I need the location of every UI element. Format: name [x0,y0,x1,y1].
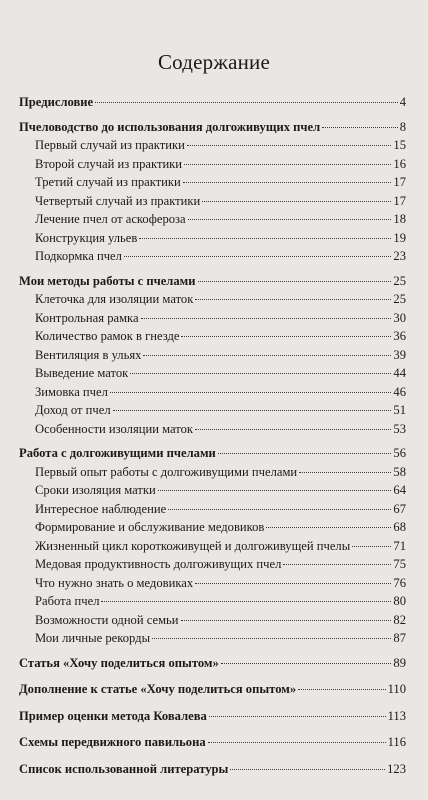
toc-entry-title: Пчеловодство до использования долгоживущих пчел [19,119,321,134]
dot-leader [95,102,398,103]
toc-page-number: 4 [399,95,406,109]
toc-subsection-entry [19,136,406,155]
toc-entry-title: Лечение пчел от аскофероза [35,212,186,226]
toc-page-number: 71 [393,538,406,553]
toc-subsection-entry [19,192,406,211]
dot-leader [152,638,391,639]
toc-entry-title: Подкормка пчел [35,249,122,263]
toc-page-number: 36 [393,329,406,343]
section-spacer [19,725,406,733]
dot-leader [208,742,386,743]
toc-subsection-entry [19,155,406,174]
toc-entry-title: Вентиляция в ульях [35,347,142,362]
dot-leader [283,564,391,565]
toc-entry-title: Пример оценки метода Ковалева [19,708,207,723]
toc-entry-title: Количество рамок в гнезде [35,329,180,343]
dot-leader [195,429,391,430]
toc-entry-title: Особенности изоляции маток [35,421,193,436]
toc-section-entry [19,760,406,779]
dot-leader [110,392,392,393]
toc-page-number: 30 [393,310,406,325]
toc-entry-title: Медовая продуктивность долгоживущих пчел [35,557,282,571]
toc-entry-title: Контрольная рамка [35,310,139,325]
toc-page-number: 64 [393,483,406,497]
toc-entry-title: Клеточка для изоляции маток [35,292,194,306]
toc-subsection-entry [19,229,406,248]
dot-leader [230,769,385,770]
toc-page-number: 51 [393,403,406,417]
toc-entry-title: Конструкция ульев [35,230,138,245]
toc-subsection-entry [19,463,406,482]
toc-entry-title: Зимовка пчел [35,384,108,399]
toc-page-number: 18 [393,212,406,226]
dot-leader [187,145,392,146]
section-spacer [19,699,406,707]
toc-subsection-entry [19,383,406,402]
dot-leader [168,509,391,510]
toc-page-number: 23 [393,249,406,263]
table-of-contents [19,93,406,778]
dot-leader [266,527,391,528]
toc-page-number: 25 [393,292,406,306]
toc-entry-title: Первый опыт работы с долгоживущими пчелами [35,464,298,479]
toc-page-number: 39 [393,347,406,362]
toc-entry-title: Предисловие [19,95,94,109]
toc-subsection-entry [19,518,406,537]
dot-leader [130,373,391,374]
toc-subsection-entry [19,327,406,346]
toc-section-entry [19,707,406,726]
toc-page-number: 80 [393,594,406,608]
dot-leader [195,299,391,300]
toc-page-number: 25 [393,273,406,288]
dot-leader [299,472,391,473]
toc-subsection-entry [19,500,406,519]
dot-leader [101,601,391,602]
toc-subsection-entry [19,481,406,500]
toc-subsection-entry [19,537,406,556]
toc-page-number: 67 [393,501,406,516]
dot-leader [113,410,392,411]
dot-leader [202,201,391,202]
toc-entry-title: Мои методы работы с пчелами [19,273,196,288]
toc-entry-title: Жизненный цикл короткоживущей и долгоживущей пчелы [35,538,351,553]
dot-leader [183,182,392,183]
toc-entry-title: Формирование и обслуживание медовиков [35,520,265,534]
toc-entry-title: Сроки изоляция матки [35,483,156,497]
toc-entry-title: Третий случай из практики [35,175,181,189]
dot-leader [181,620,392,621]
toc-page-number: 123 [387,761,406,776]
toc-subsection-entry [19,592,406,611]
dot-leader [124,256,392,257]
toc-subsection-entry [19,611,406,630]
toc-page-number: 53 [393,421,406,436]
toc-section-entry [19,118,406,137]
page-title: Содержание [157,50,271,74]
toc-page-number: 46 [393,384,406,399]
toc-page-number: 17 [393,175,406,189]
toc-subsection-entry [19,420,406,439]
dot-leader [198,281,392,282]
toc-page-number: 44 [393,366,406,380]
dot-leader [184,164,391,165]
toc-page-number: 113 [387,708,406,723]
toc-page-number: 58 [393,464,406,479]
section-spacer [19,672,406,680]
toc-entry-title: Доход от пчел [35,403,111,417]
toc-section-entry [19,272,406,291]
toc-entry-title: Что нужно знать о медовиках [35,575,194,590]
dot-leader [195,583,391,584]
dot-leader [181,336,391,337]
toc-subsection-entry [19,210,406,229]
toc-page-number: 68 [393,520,406,534]
toc-entry-title: Второй случай из практики [35,156,183,171]
toc-page-number: 17 [393,193,406,208]
dot-leader [139,238,391,239]
toc-page-number: 87 [393,631,406,645]
section-spacer [19,752,406,760]
toc-page-number: 110 [387,682,406,696]
toc-entry-title: Первый случай из практики [35,138,185,152]
toc-page-number: 116 [387,735,406,749]
dot-leader [188,219,392,220]
toc-subsection-entry [19,555,406,574]
toc-section-entry [19,733,406,752]
toc-entry-title: Схемы передвижного павильона [19,735,206,749]
dot-leader [298,689,385,690]
toc-entry-title: Список использованной литературы [19,761,229,776]
toc-subsection-entry [19,629,406,648]
dot-leader [352,546,391,547]
toc-page-number: 56 [393,446,406,460]
toc-entry-title: Статья «Хочу поделиться опытом» [19,655,219,670]
toc-entry-title: Четвертый случай из практики [35,193,201,208]
toc-subsection-entry [19,290,406,309]
toc-section-entry [19,93,406,112]
toc-subsection-entry [19,309,406,328]
toc-subsection-entry [19,401,406,420]
toc-page-number: 8 [399,119,406,134]
toc-page-number: 89 [393,655,406,670]
dot-leader [143,355,391,356]
toc-page-number: 16 [393,156,406,171]
dot-leader [209,716,386,717]
toc-subsection-entry [19,247,406,266]
toc-entry-title: Работа с долгоживущими пчелами [19,446,216,460]
toc-entry-title: Возможности одной семьи [35,612,179,627]
toc-entry-title: Мои личные рекорды [35,631,151,645]
toc-section-entry [19,654,406,673]
toc-page-number: 75 [393,557,406,571]
dot-leader [221,663,392,664]
toc-entry-title: Интересное наблюдение [35,501,167,516]
dot-leader [218,453,392,454]
toc-subsection-entry [19,346,406,365]
toc-subsection-entry [19,574,406,593]
dot-leader [158,490,392,491]
toc-subsection-entry [19,364,406,383]
toc-page-number: 82 [393,612,406,627]
toc-subsection-entry [19,173,406,192]
toc-page-number: 76 [393,575,406,590]
toc-section-entry [19,444,406,463]
toc-page-number: 15 [393,138,406,152]
toc-entry-title: Работа пчел [35,594,100,608]
toc-entry-title: Выведение маток [35,366,129,380]
toc-entry-title: Дополнение к статье «Хочу поделиться опытом» [19,682,297,696]
toc-page-number: 19 [393,230,406,245]
dot-leader [322,127,398,128]
dot-leader [141,318,392,319]
toc-section-entry [19,680,406,699]
